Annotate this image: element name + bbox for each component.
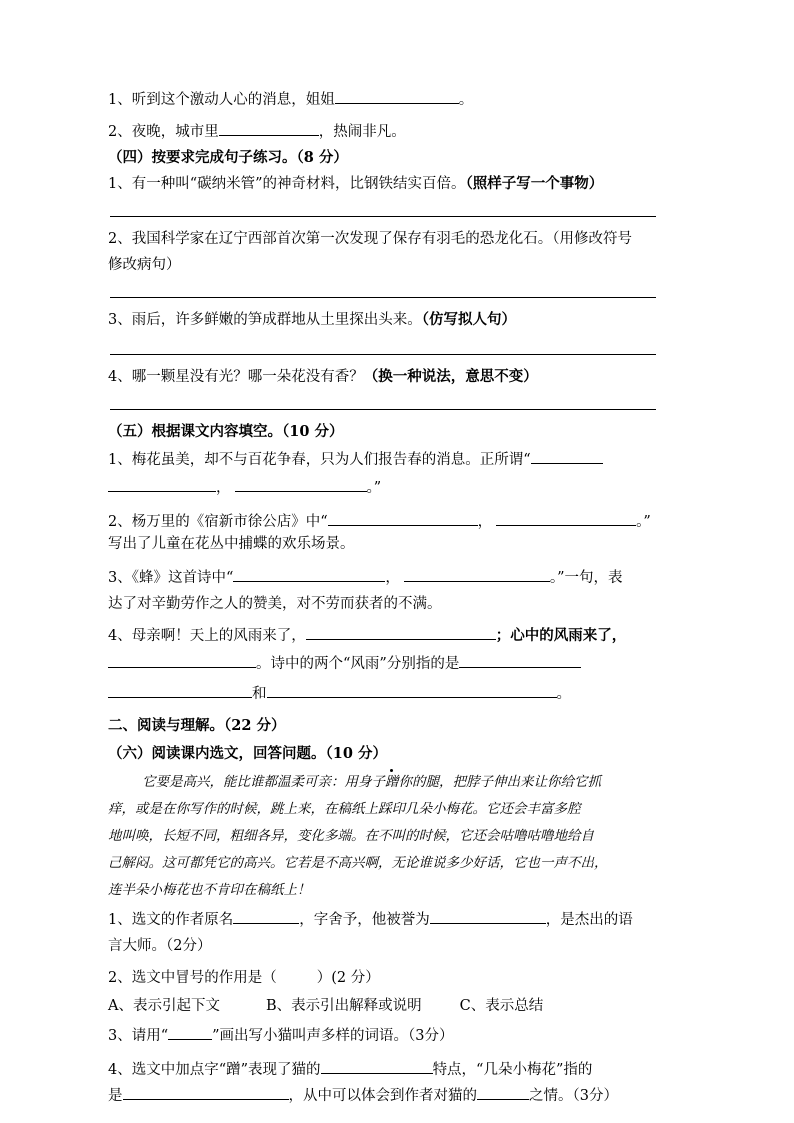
answer-line[interactable] [110,409,656,410]
s4-question-2-cont: 修改病句） [108,257,181,273]
answer-line[interactable] [110,297,656,298]
answer-blank[interactable] [233,908,299,924]
s5-1-comma: ， [216,480,231,496]
answer-blank[interactable] [219,120,319,136]
s4-3-text: 3、雨后，许多鲜嫩的笋成群地从土里探出头来。 [108,312,422,328]
question-1 [108,88,694,110]
answer-blank[interactable] [108,652,256,668]
passage-line: 己解闷。这可都凭它的高兴。它若是不高兴啊，无论谁说多少好话，它也一声不出， [108,855,608,871]
passage-text: 你的腿，把脖子伸出来让你给它抓 [398,774,601,790]
s6-3-text: 3、请用“ [108,1028,169,1044]
s4-4-text: 4、哪一颗星没有光？哪一朵花没有香？ [108,369,364,385]
s5-4-mid: ；心中的风雨来了， [495,627,627,644]
q1-end: 。 [458,92,474,108]
option-a[interactable]: A、表示引起下文 [108,998,220,1014]
section-4-title: （四）按要求完成句子练习。（8 分） [108,149,348,166]
answer-blank[interactable] [496,510,636,526]
answer-blank[interactable] [108,476,216,492]
answer-blank[interactable] [459,652,581,668]
s6-1-mid: ，字舍予，他被誉为 [299,912,430,928]
dotted-character: 蹭 [385,774,399,790]
answer-blank[interactable] [328,510,478,526]
option-b[interactable]: B、表示引出解释或说明 [265,998,422,1014]
passage-line [108,772,694,792]
s4-1-text: 1、有一种叫“碳纳米管”的神奇材料，比钢铁结实百倍。 [108,176,466,192]
s6-4-mid2: ，从中可以体会到作者对猫的 [288,1088,477,1104]
s5-question-2 [108,510,694,532]
question-2 [108,120,694,142]
s4-question-2 [108,229,694,249]
answer-blank[interactable] [477,1084,529,1100]
answer-blank[interactable] [531,448,603,464]
s6-question-1 [108,908,694,930]
s5-2-end: 。” [636,514,651,530]
part-2-title: 二、阅读与理解。（22 分） [108,717,286,734]
s4-3-requirement: （仿写拟人句） [421,311,516,328]
exam-page [108,84,694,1106]
answer-blank[interactable] [306,624,496,640]
s5-2-comma: ， [477,514,493,530]
reading-passage [108,772,694,900]
s4-4-requirement: （换一种说法，意思不变） [363,368,538,385]
answer-blank[interactable] [123,1084,289,1100]
s6-question-2-options [108,996,694,1016]
s5-question-3-cont: 达了对辛勤劳作之人的赞美，对不劳而获者的不满。 [108,596,442,612]
s6-2-end: ）(2 分） [316,970,380,986]
passage-line: 痒，或是在你写作的时候，跳上来，在稿纸上踩印几朵小梅花。它还会丰富多腔 [108,801,581,817]
s5-4-and: 和 [252,686,267,702]
s6-question-4-cont [108,1084,694,1106]
s5-question-3 [108,566,694,588]
s6-4-mid: 特点，“几朵小梅花”指的 [432,1062,593,1078]
s5-question-1 [108,448,694,470]
s6-4-text: 4、选文中加点字“蹭”表现了猫的 [108,1062,321,1078]
answer-blank[interactable] [233,566,385,582]
underline-sample [168,1024,212,1040]
s6-question-4 [108,1058,694,1080]
s5-4-text: 4、母亲啊！天上的风雨来了， [108,628,306,644]
section-5-title: （五）根据课文内容填空。（10 分） [108,423,344,440]
s6-4-is: 是 [108,1088,123,1104]
s4-2-text: 2、我国科学家在辽宁西部首次第一次发现了保存有羽毛的恐龙化石。（用修改符号 [108,231,632,247]
answer-blank[interactable] [321,1058,433,1074]
s6-3-end: ”画出写小猫叫声多样的词语。（3分） [212,1028,454,1044]
passage-line: 地叫唤，长短不同，粗细各异，变化多端。在不叫的时候，它还会咕噜咕噜地给自 [108,828,594,844]
passage-text: 它要是高兴，能比谁都温柔可亲：用身子 [142,774,385,790]
s5-question-2-cont: 写出了儿童在花丛中捕蝶的欢乐场景。 [108,536,355,552]
s5-3-comma: ， [385,570,400,586]
s5-question-4-cont2 [108,682,694,704]
s6-2-text: 2、选文中冒号的作用是（ [108,970,277,986]
s6-question-1-cont: 言大师。（2分） [108,938,212,954]
s6-1-text: 1、选文的作者原名 [108,912,234,928]
q1-text: 1、听到这个激动人心的消息，姐姐 [108,92,335,108]
s5-4-end: 。 [556,686,571,702]
answer-blank[interactable] [267,682,557,698]
s4-1-requirement: （照样子写一个事物） [465,175,604,192]
s4-question-1 [108,174,694,194]
s5-4-cont-text: 。诗中的两个“风雨”分别指的是 [256,656,460,672]
s5-3-end: 。”一句，表 [549,570,623,586]
answer-blank[interactable] [235,476,367,492]
q2-text: 2、夜晚，城市里 [108,124,219,140]
passage-line: 连半朵小梅花也不肯印在稿纸上！ [108,882,311,898]
s5-question-4-cont [108,652,694,674]
answer-blank[interactable] [108,682,252,698]
s6-question-3 [108,1024,694,1046]
s4-question-4 [108,367,694,387]
s6-1-end: ，是杰出的语 [545,912,633,928]
s5-3-text: 3、《蜂》这首诗中“ [108,570,234,586]
answer-line[interactable] [110,354,656,355]
answer-blank[interactable] [335,88,459,104]
s5-question-1-cont [108,476,694,498]
s5-2-text: 2、杨万里的《宿新市徐公店》中“ [108,514,328,530]
option-c[interactable]: C、表示总结 [459,998,544,1014]
answer-blank[interactable] [404,566,550,582]
s5-1-end: 。” [366,480,382,496]
answer-blank[interactable] [430,908,546,924]
section-6-title: （六）阅读课内选文，回答问题。（10 分） [108,745,387,762]
s4-question-3 [108,310,694,330]
s5-1-text: 1、梅花虽美，却不与百花争春，只为人们报告春的消息。正所谓“ [108,452,531,468]
s5-question-4 [108,624,694,646]
answer-line[interactable] [110,216,656,217]
s6-question-2 [108,968,694,988]
q2-end: ，热闹非凡。 [318,124,406,140]
s6-4-end: 之情。（3分） [529,1088,618,1104]
